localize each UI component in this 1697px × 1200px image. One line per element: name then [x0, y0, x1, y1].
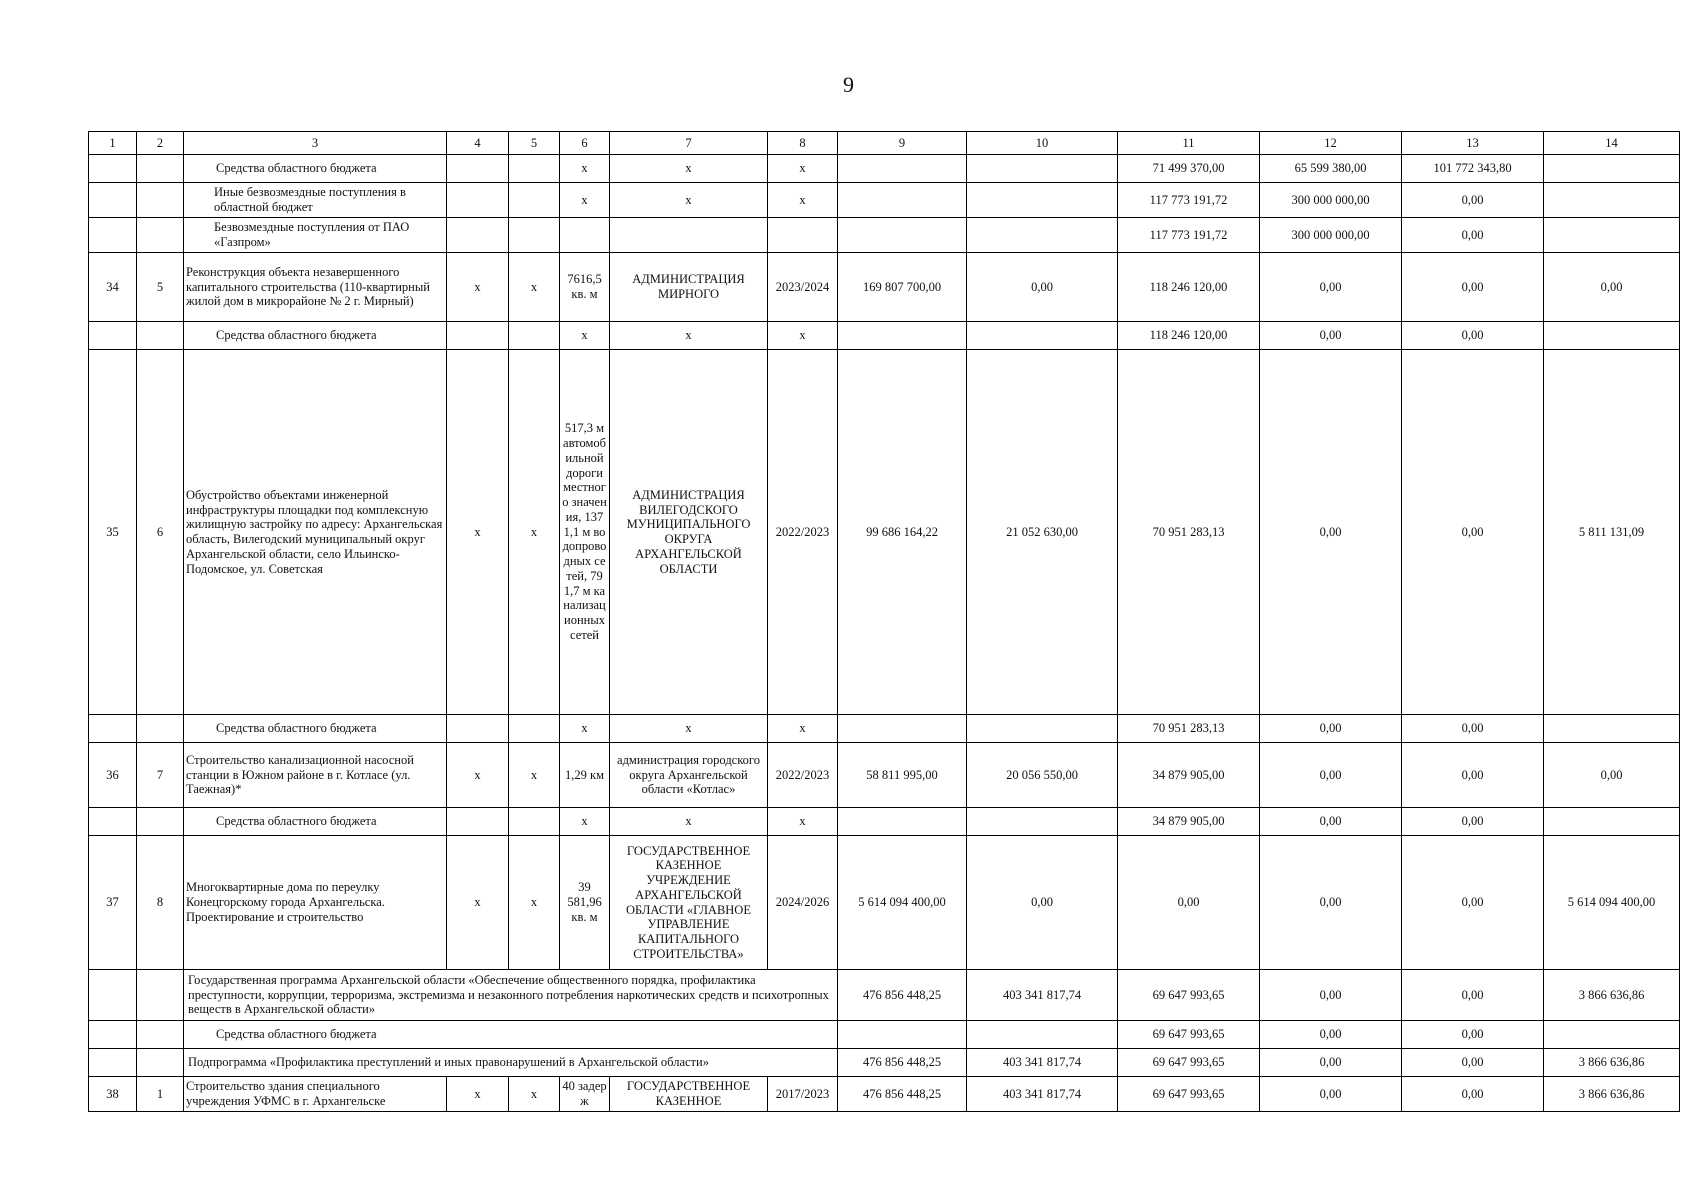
cell-num: [89, 1021, 137, 1049]
cell-c14: [1544, 155, 1680, 183]
cell-c14: 5 614 094 400,00: [1544, 836, 1680, 970]
cell-customer: х: [610, 183, 768, 218]
cell-c5: [509, 322, 560, 350]
cell-subnum: 6: [137, 350, 184, 715]
table-row: [89, 1021, 1680, 1049]
cell-customer: администрация городского округа Архангельской области «Котлас»: [610, 743, 768, 808]
cell-c13: 0,00: [1402, 715, 1544, 743]
subprogram-title: Подпрограмма «Профилактика преступлений и иных правонарушений в Архангельской области»: [184, 1049, 838, 1077]
cell-c10: [967, 1021, 1118, 1049]
cell-c11: 34 879 905,00: [1118, 743, 1260, 808]
header-row: [89, 132, 1680, 155]
cell-capacity: х: [560, 183, 610, 218]
cell-c10: [967, 155, 1118, 183]
cell-c5: [509, 715, 560, 743]
cell-c9: [838, 1021, 967, 1049]
table-row: [89, 322, 1680, 350]
cell-period: 2024/2026: [768, 836, 838, 970]
cell-name: Обустройство объектами инженерной инфраструктуры площадки под комплексную жилищную застройку по адресу: Архангельская область, Вилегодский муниципальный округ Архангельской области, село Ильинско-Подомское, ул. Советская: [184, 350, 447, 715]
cell-customer: [610, 218, 768, 253]
cell-c9: 58 811 995,00: [838, 743, 967, 808]
cell-c14: [1544, 322, 1680, 350]
cell-c14: 3 866 636,86: [1544, 1049, 1680, 1077]
cell-c13: 0,00: [1402, 836, 1544, 970]
cell-c9: 5 614 094 400,00: [838, 836, 967, 970]
cell-c11: 69 647 993,65: [1118, 970, 1260, 1021]
cell-c5: [509, 218, 560, 253]
cell-customer: х: [610, 322, 768, 350]
cell-c12: 0,00: [1260, 1049, 1402, 1077]
cell-name: Реконструкция объекта незавершенного капитального строительства (110-квартирный жилой дом в микрорайоне № 2 г. Мирный): [184, 253, 447, 322]
cell-c12: 0,00: [1260, 836, 1402, 970]
cell-c10: 0,00: [967, 253, 1118, 322]
cell-c4: [447, 183, 509, 218]
cell-subnum: [137, 218, 184, 253]
cell-c11: 118 246 120,00: [1118, 322, 1260, 350]
header-cell: 11: [1118, 132, 1260, 155]
cell-c12: 0,00: [1260, 1021, 1402, 1049]
cell-capacity: 517,3 м автомобильной дороги местного значения, 1371,1 м водопроводных сетей, 791,7 м канализационных сетей: [560, 350, 610, 715]
cell-c4: [447, 155, 509, 183]
cell-c10: 403 341 817,74: [967, 1049, 1118, 1077]
table-row: [89, 970, 1680, 1021]
table-row: [89, 155, 1680, 183]
cell-customer: х: [610, 715, 768, 743]
cell-name: Многоквартирные дома по переулку Конецгорскому города Архангельска. Проектирование и строительство: [184, 836, 447, 970]
cell-period: х: [768, 715, 838, 743]
cell-period: [768, 218, 838, 253]
cell-c4: х: [447, 743, 509, 808]
table-row: [89, 218, 1680, 253]
cell-num: 34: [89, 253, 137, 322]
cell-customer: АДМИНИСТРАЦИЯ МИРНОГО: [610, 253, 768, 322]
cell-num: [89, 715, 137, 743]
cell-num: [89, 183, 137, 218]
cell-c11: 117 773 191,72: [1118, 183, 1260, 218]
cell-c14: 0,00: [1544, 253, 1680, 322]
table-row: [89, 743, 1680, 808]
cell-c11: 34 879 905,00: [1118, 808, 1260, 836]
cell-customer: ГОСУДАРСТВЕННОЕ КАЗЕННОЕ УЧРЕЖДЕНИЕ АРХАНГЕЛЬСКОЙ ОБЛАСТИ «ГЛАВНОЕ УПРАВЛЕНИЕ КАПИТАЛЬНОГО СТРОИТЕЛЬСТВА»: [610, 836, 768, 970]
cell-c12: 0,00: [1260, 350, 1402, 715]
cell-c9: 476 856 448,25: [838, 1077, 967, 1112]
header-cell: 12: [1260, 132, 1402, 155]
cell-c11: 69 647 993,65: [1118, 1077, 1260, 1112]
cell-c9: 99 686 164,22: [838, 350, 967, 715]
cell-c13: 0,00: [1402, 253, 1544, 322]
cell-period: 2017/2023: [768, 1077, 838, 1112]
cell-period: х: [768, 808, 838, 836]
cell-c4: х: [447, 1077, 509, 1112]
cell-name: Строительство канализационной насосной станции в Южном районе в г. Котласе (ул. Таежная)*: [184, 743, 447, 808]
cell-subnum: [137, 970, 184, 1021]
header-cell: 5: [509, 132, 560, 155]
cell-c4: х: [447, 253, 509, 322]
cell-name: Средства областного бюджета: [184, 322, 447, 350]
cell-capacity: х: [560, 808, 610, 836]
header-cell: 2: [137, 132, 184, 155]
cell-c14: [1544, 715, 1680, 743]
cell-c4: [447, 322, 509, 350]
cell-subnum: 5: [137, 253, 184, 322]
cell-period: х: [768, 322, 838, 350]
table-row: [89, 1049, 1680, 1077]
cell-c11: 71 499 370,00: [1118, 155, 1260, 183]
budget-table: [88, 131, 1680, 1112]
cell-c13: 0,00: [1402, 350, 1544, 715]
cell-num: [89, 322, 137, 350]
cell-c12: 300 000 000,00: [1260, 183, 1402, 218]
cell-c14: [1544, 218, 1680, 253]
cell-num: [89, 970, 137, 1021]
cell-c5: х: [509, 350, 560, 715]
cell-c9: [838, 715, 967, 743]
cell-c13: 0,00: [1402, 322, 1544, 350]
cell-c9: 476 856 448,25: [838, 970, 967, 1021]
cell-num: [89, 808, 137, 836]
cell-c9: [838, 808, 967, 836]
cell-subnum: [137, 155, 184, 183]
header-cell: 13: [1402, 132, 1544, 155]
cell-c5: [509, 155, 560, 183]
cell-c12: 0,00: [1260, 743, 1402, 808]
cell-c13: 0,00: [1402, 970, 1544, 1021]
cell-subnum: 7: [137, 743, 184, 808]
cell-c4: [447, 808, 509, 836]
cell-subnum: 1: [137, 1077, 184, 1112]
cell-num: 35: [89, 350, 137, 715]
header-cell: 8: [768, 132, 838, 155]
cell-c9: [838, 155, 967, 183]
cell-c14: 3 866 636,86: [1544, 1077, 1680, 1112]
cell-name: Средства областного бюджета: [184, 808, 447, 836]
cell-num: 38: [89, 1077, 137, 1112]
cell-c13: 0,00: [1402, 183, 1544, 218]
cell-c5: х: [509, 1077, 560, 1112]
cell-name: Средства областного бюджета: [184, 1021, 838, 1049]
cell-subnum: [137, 1049, 184, 1077]
cell-subnum: [137, 1021, 184, 1049]
cell-c14: 5 811 131,09: [1544, 350, 1680, 715]
cell-c5: х: [509, 836, 560, 970]
cell-num: 37: [89, 836, 137, 970]
header-cell: 9: [838, 132, 967, 155]
cell-c14: [1544, 1021, 1680, 1049]
cell-period: 2022/2023: [768, 743, 838, 808]
cell-customer: АДМИНИСТРАЦИЯ ВИЛЕГОДСКОГО МУНИЦИПАЛЬНОГО ОКРУГА АРХАНГЕЛЬСКОЙ ОБЛАСТИ: [610, 350, 768, 715]
cell-c10: 21 052 630,00: [967, 350, 1118, 715]
cell-period: 2022/2023: [768, 350, 838, 715]
cell-c9: [838, 322, 967, 350]
cell-c5: х: [509, 743, 560, 808]
header-cell: 3: [184, 132, 447, 155]
cell-c12: 0,00: [1260, 715, 1402, 743]
page-number: 9: [843, 72, 854, 97]
cell-capacity: 40 задерж: [560, 1077, 610, 1112]
cell-c11: 70 951 283,13: [1118, 350, 1260, 715]
cell-c13: 0,00: [1402, 1077, 1544, 1112]
cell-capacity: х: [560, 155, 610, 183]
cell-c10: 403 341 817,74: [967, 970, 1118, 1021]
cell-c10: [967, 715, 1118, 743]
cell-c10: [967, 808, 1118, 836]
cell-name: Средства областного бюджета: [184, 155, 447, 183]
cell-c14: [1544, 183, 1680, 218]
header-cell: 1: [89, 132, 137, 155]
cell-c5: х: [509, 253, 560, 322]
cell-c12: 0,00: [1260, 322, 1402, 350]
cell-c10: 0,00: [967, 836, 1118, 970]
cell-subnum: [137, 715, 184, 743]
cell-c9: [838, 183, 967, 218]
table-row: [89, 715, 1680, 743]
cell-customer: х: [610, 808, 768, 836]
cell-c10: 20 056 550,00: [967, 743, 1118, 808]
cell-c13: 0,00: [1402, 808, 1544, 836]
cell-c13: 0,00: [1402, 1021, 1544, 1049]
cell-period: х: [768, 183, 838, 218]
cell-c14: [1544, 808, 1680, 836]
cell-c10: [967, 218, 1118, 253]
cell-c9: 169 807 700,00: [838, 253, 967, 322]
cell-subnum: [137, 183, 184, 218]
cell-capacity: х: [560, 715, 610, 743]
cell-c5: [509, 808, 560, 836]
cell-name: Иные безвозмездные поступления в областной бюджет: [184, 183, 447, 218]
cell-capacity: 7616,5 кв. м: [560, 253, 610, 322]
cell-period: х: [768, 155, 838, 183]
cell-name: Безвозмездные поступления от ПАО «Газпром»: [184, 218, 447, 253]
cell-c12: 0,00: [1260, 253, 1402, 322]
cell-c11: 118 246 120,00: [1118, 253, 1260, 322]
header-cell: 6: [560, 132, 610, 155]
cell-capacity: 1,29 км: [560, 743, 610, 808]
cell-c13: 0,00: [1402, 743, 1544, 808]
cell-c4: [447, 218, 509, 253]
cell-c9: [838, 218, 967, 253]
cell-c11: 0,00: [1118, 836, 1260, 970]
header-cell: 14: [1544, 132, 1680, 155]
cell-c13: 101 772 343,80: [1402, 155, 1544, 183]
cell-c11: 70 951 283,13: [1118, 715, 1260, 743]
cell-c12: 65 599 380,00: [1260, 155, 1402, 183]
cell-subnum: [137, 322, 184, 350]
cell-subnum: [137, 808, 184, 836]
cell-c12: 0,00: [1260, 970, 1402, 1021]
cell-customer: х: [610, 155, 768, 183]
cell-c5: [509, 183, 560, 218]
cell-c14: 3 866 636,86: [1544, 970, 1680, 1021]
cell-c13: 0,00: [1402, 218, 1544, 253]
table-row: [89, 350, 1680, 715]
table-row: [89, 1077, 1680, 1112]
cell-c9: 476 856 448,25: [838, 1049, 967, 1077]
cell-c14: 0,00: [1544, 743, 1680, 808]
cell-c10: 403 341 817,74: [967, 1077, 1118, 1112]
cell-subnum: 8: [137, 836, 184, 970]
cell-customer: ГОСУДАРСТВЕННОЕ КАЗЕННОЕ: [610, 1077, 768, 1112]
program-title: Государственная программа Архангельской области «Обеспечение общественного порядка, профилактика преступности, коррупции, терроризма, экстремизма и незаконного потребления наркотических средств и психотропных веществ в Архангельской области»: [184, 970, 838, 1021]
cell-c10: [967, 322, 1118, 350]
cell-capacity: 39 581,96 кв. м: [560, 836, 610, 970]
cell-c13: 0,00: [1402, 1049, 1544, 1077]
cell-c10: [967, 183, 1118, 218]
header-cell: 4: [447, 132, 509, 155]
cell-num: [89, 155, 137, 183]
cell-c11: 69 647 993,65: [1118, 1049, 1260, 1077]
cell-name: Строительство здания специального учреждения УФМС в г. Архангельске: [184, 1077, 447, 1112]
cell-capacity: [560, 218, 610, 253]
header-cell: 10: [967, 132, 1118, 155]
cell-c11: 117 773 191,72: [1118, 218, 1260, 253]
cell-c12: 0,00: [1260, 808, 1402, 836]
table-row: [89, 808, 1680, 836]
cell-c4: х: [447, 836, 509, 970]
table-row: [89, 836, 1680, 970]
cell-c12: 300 000 000,00: [1260, 218, 1402, 253]
cell-num: [89, 1049, 137, 1077]
cell-c4: [447, 715, 509, 743]
cell-num: 36: [89, 743, 137, 808]
table-row: [89, 183, 1680, 218]
header-cell: 7: [610, 132, 768, 155]
cell-name: Средства областного бюджета: [184, 715, 447, 743]
cell-c12: 0,00: [1260, 1077, 1402, 1112]
cell-period: 2023/2024: [768, 253, 838, 322]
cell-capacity: х: [560, 322, 610, 350]
cell-c4: х: [447, 350, 509, 715]
table-row: [89, 253, 1680, 322]
cell-num: [89, 218, 137, 253]
cell-c11: 69 647 993,65: [1118, 1021, 1260, 1049]
